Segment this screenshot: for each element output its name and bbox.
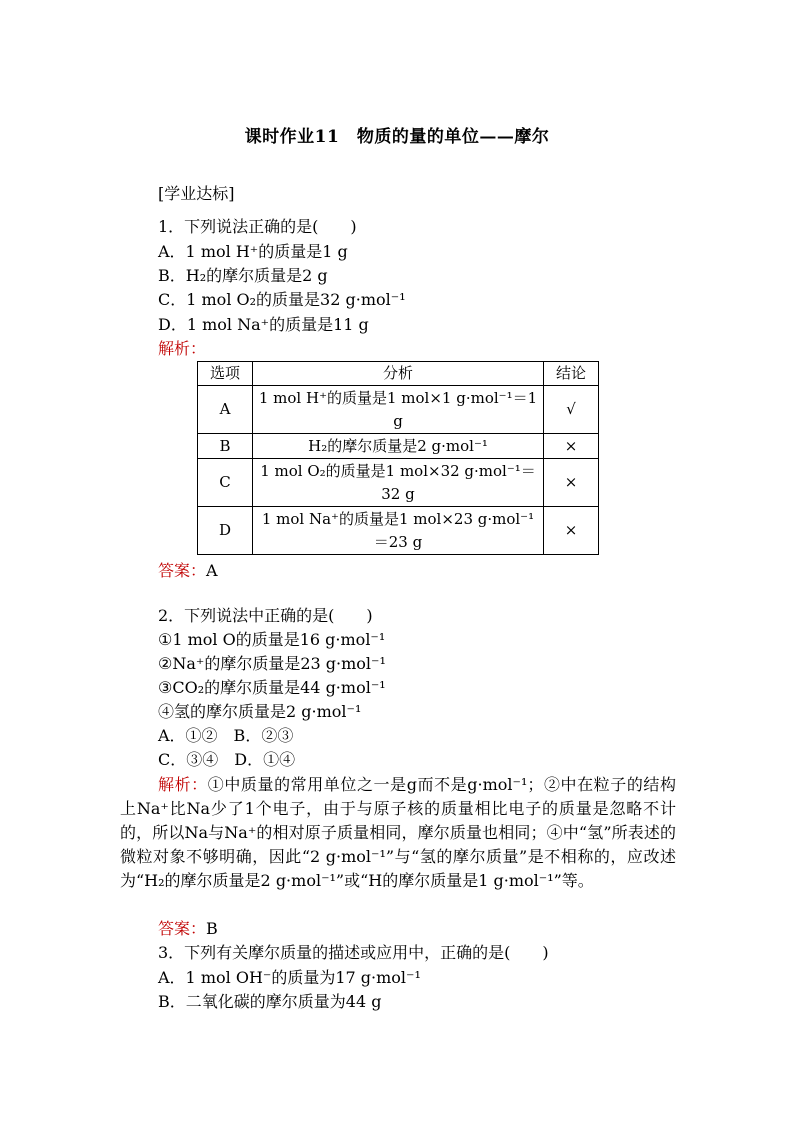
table-cell-option: A: [198, 386, 253, 434]
table-cell-result: ×: [544, 507, 599, 555]
q1-option-c: C．1 mol O₂的质量是32 g·mol⁻¹: [158, 290, 406, 309]
q2-item-4: ④氢的摩尔质量是2 g·mol⁻¹: [158, 702, 362, 721]
q3-option-b: B．二氧化碳的摩尔质量为44 g: [158, 992, 382, 1011]
table-header: 选项: [198, 362, 253, 386]
q1-stem: 1．下列说法正确的是( ): [158, 217, 357, 236]
q1-option-b: B．H₂的摩尔质量是2 g: [158, 266, 328, 285]
q2-analysis-text: ①中质量的常用单位之一是g而不是g·mol⁻¹；②中在粒子的结构上Na⁺比Na少了1个电子，由于与原子核的质量相比电子的质量是忽略不计的，所以Na与Na⁺的相对原子质量相同，摩尔质量也相同；④中“氢”所表述的微粒对象不够明确，因此“2 g·mol⁻¹”与“氢的摩尔质量”是不相称的，应改述为“H₂的摩尔质量是2 g·mol⁻¹”或“H的摩尔质量是1 g·mol⁻¹”等。: [120, 775, 676, 890]
analysis-table: [197, 361, 599, 555]
q3-option-a: A．1 mol OH⁻的质量为17 g·mol⁻¹: [158, 968, 421, 987]
table-cell-result: √: [544, 386, 599, 434]
q3-stem: 3．下列有关摩尔质量的描述或应用中，正确的是( ): [158, 943, 549, 962]
q2-item-3: ③CO₂的摩尔质量是44 g·mol⁻¹: [158, 678, 386, 697]
table-row: [198, 386, 599, 434]
q2-options-row-1: A．①② B．②③: [158, 726, 294, 745]
table-row: [198, 507, 599, 555]
table-header-row: [198, 362, 599, 386]
q2-answer-label: 答案：: [158, 919, 207, 938]
table-row: [198, 434, 599, 459]
q2-item-2: ②Na⁺的摩尔质量是23 g·mol⁻¹: [158, 654, 386, 673]
table-header: 分析: [253, 362, 544, 386]
q2-analysis: [120, 773, 676, 893]
q1-analysis-label: 解析：: [158, 339, 207, 358]
q1-answer-label: 答案：: [158, 561, 207, 580]
q1-option-a: A．1 mol H⁺的质量是1 g: [158, 242, 348, 261]
table-row: [198, 459, 599, 507]
table-cell-analysis: 1 mol O₂的质量是1 mol×32 g·mol⁻¹＝32 g: [253, 459, 544, 507]
q1-option-d: D．1 mol Na⁺的质量是11 g: [158, 315, 369, 334]
q2-item-1: ①1 mol O的质量是16 g·mol⁻¹: [158, 630, 386, 649]
section-label: [学业达标]: [158, 184, 235, 203]
table-cell-analysis: 1 mol H⁺的质量是1 mol×1 g·mol⁻¹＝1 g: [253, 386, 544, 434]
table-cell-result: ×: [544, 434, 599, 459]
table-cell-option: D: [198, 507, 253, 555]
table-cell-analysis: 1 mol Na⁺的质量是1 mol×23 g·mol⁻¹＝23 g: [253, 507, 544, 555]
table-header: 结论: [544, 362, 599, 386]
table-cell-result: ×: [544, 459, 599, 507]
page-title: 课时作业11 物质的量的单位——摩尔: [244, 127, 550, 147]
q1-answer: [158, 560, 218, 582]
q2-options-row-2: C．③④ D．①④: [158, 750, 296, 769]
table-cell-option: C: [198, 459, 253, 507]
table-cell-option: B: [198, 434, 253, 459]
q2-analysis-label: 解析：: [158, 775, 208, 794]
q2-answer: [158, 918, 218, 940]
q2-answer-value: B: [206, 919, 218, 938]
q2-stem: 2．下列说法中正确的是( ): [158, 606, 373, 625]
table-cell-analysis: H₂的摩尔质量是2 g·mol⁻¹: [253, 434, 544, 459]
q1-answer-value: A: [206, 561, 218, 580]
